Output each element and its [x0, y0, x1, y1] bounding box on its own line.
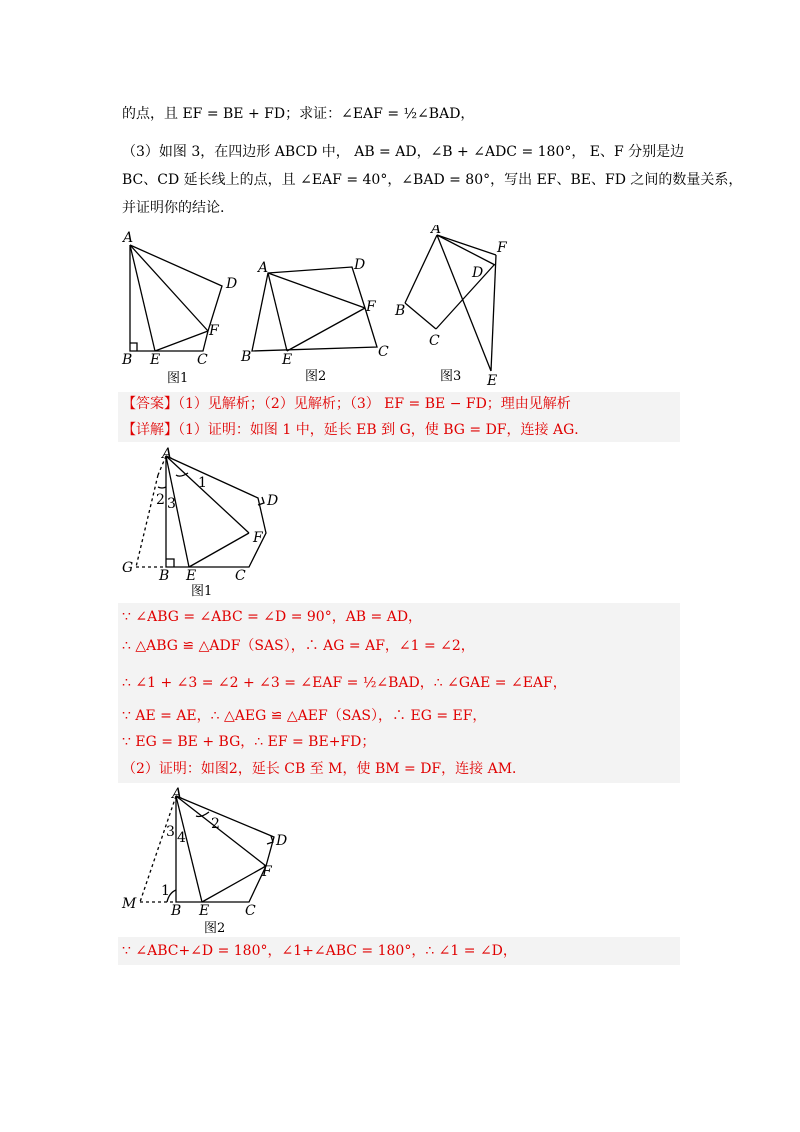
fig1-label-d: D	[226, 276, 238, 292]
fig2-label-e: E	[282, 352, 293, 368]
fig3-label-a: A	[431, 225, 442, 237]
step-6: ∵ ∠ABC+∠D = 180°，∠1+∠ABC = 180°，∴ ∠1 = ∠D，	[122, 943, 517, 959]
sol2-label-4: 4	[177, 830, 186, 846]
fig2-caption: 图2	[305, 369, 327, 384]
step-1: ∵ ∠ABG = ∠ABC = ∠D = 90°，AB = AD，	[122, 609, 423, 625]
sol1-label-a: A	[162, 446, 173, 462]
solution-figure-2-svg	[118, 784, 290, 939]
fig3-label-c: C	[429, 333, 440, 349]
sol1-label-g: G	[122, 560, 134, 576]
problem-line-3: BC、CD 延长线上的点，且 ∠EAF = 40°，∠BAD = 80°，写出 EF、BE、FD 之间的数量关系，	[122, 172, 743, 188]
fig2-label-a: A	[258, 260, 269, 276]
sol2-label-e: E	[199, 903, 210, 919]
fig1-label-f: F	[209, 323, 219, 339]
sol2-caption: 图2	[204, 921, 226, 936]
fig1-label-b: B	[122, 352, 133, 368]
problem-line-2: （3）如图 3，在四边形 ABCD 中， AB = AD，∠B + ∠ADC = 180°， E、F 分别是边	[122, 144, 685, 160]
solution-figure-1-svg	[118, 446, 280, 601]
fig1-caption: 图1	[167, 371, 189, 386]
sol2-label-1: 1	[161, 883, 170, 899]
problem-figures-svg	[115, 225, 515, 390]
sol1-label-f: F	[253, 530, 263, 546]
sol1-label-d: D	[267, 493, 279, 509]
sol2-label-c: C	[245, 903, 256, 919]
fig1-label-e: E	[150, 352, 161, 368]
fig3-caption: 图3	[440, 369, 462, 384]
fig2-label-c: C	[378, 344, 389, 360]
step-5: ∵ EG = BE + BG，∴ EF = BE+FD；	[122, 734, 376, 750]
sol1-label-e: E	[186, 568, 197, 584]
problem-line-1: 的点，且 EF = BE + FD；求证：∠EAF = ½∠BAD，	[122, 106, 475, 122]
detail-line: 【详解】（1）证明：如图 1 中，延长 EB 到 G，使 BG = DF，连接 AG．	[122, 422, 589, 438]
fig3-label-e: E	[487, 373, 498, 389]
sol1-label-2: 2	[156, 492, 165, 508]
step-3: ∴ ∠1 + ∠3 = ∠2 + ∠3 = ∠EAF = ½∠BAD，∴ ∠GAE = ∠EAF，	[122, 675, 567, 691]
fig2-label-b: B	[241, 349, 252, 365]
fig3-label-b: B	[395, 303, 406, 319]
sol1-label-b: B	[159, 568, 170, 584]
step-2: ∴ △ABG ≌ △ADF（SAS），∴ AG = AF，∠1 = ∠2，	[122, 638, 475, 654]
sol2-label-b: B	[171, 903, 182, 919]
part-2-line: （2）证明：如图2，延长 CB 至 M，使 BM = DF，连接 AM．	[122, 761, 527, 777]
fig1-label-a: A	[123, 230, 134, 246]
fig3-label-d: D	[472, 265, 484, 281]
sol1-caption: 图1	[191, 584, 213, 599]
fig3-label-f: F	[497, 240, 507, 256]
sol1-label-1: 1	[198, 475, 207, 491]
fig2-label-f: F	[366, 299, 376, 315]
sol2-label-f: F	[262, 864, 272, 880]
sol1-label-c: C	[235, 568, 246, 584]
sol2-label-2: 2	[211, 816, 220, 832]
answer-line: 【答案】（1）见解析；（2）见解析；（3） EF = BE − FD；理由见解析	[122, 396, 571, 412]
fig1-label-c: C	[197, 352, 208, 368]
problem-figures	[115, 225, 515, 394]
sol1-label-3: 3	[167, 496, 176, 512]
problem-line-4: 并证明你的结论.	[122, 200, 225, 216]
sol2-label-m: M	[122, 896, 137, 912]
sol2-label-d: D	[276, 833, 288, 849]
step-4: ∵ AE = AE，∴ △AEG ≌ △AEF（SAS），∴ EG = EF，	[122, 708, 487, 724]
fig2-label-d: D	[354, 257, 366, 273]
solution-figure-2	[118, 784, 290, 943]
solution-shade-2	[118, 603, 680, 783]
sol2-label-3: 3	[166, 824, 175, 840]
sol2-label-a: A	[172, 786, 183, 802]
solution-figure-1	[118, 446, 280, 605]
